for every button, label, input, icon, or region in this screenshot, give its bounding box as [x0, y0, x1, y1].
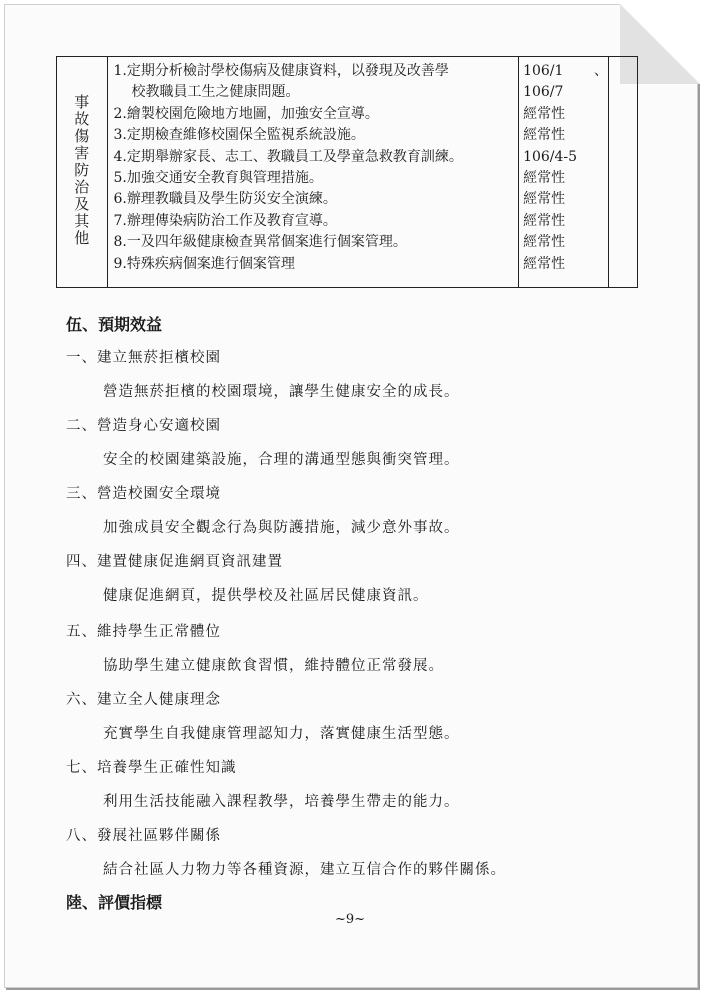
table-item: 1.定期分析檢討學校傷病及健康資料，以發現及改善學	[113, 63, 449, 79]
date-entry: 經常性	[523, 105, 566, 122]
benefit-desc: 協助學生建立健康飲食習慣，維持體位正常發展。	[103, 658, 444, 674]
date-entry: 106/1	[523, 63, 564, 79]
page-number: ~9~	[335, 912, 366, 927]
benefit-desc: 營造無菸拒檳的校園環境，讓學生健康安全的成長。	[103, 384, 460, 400]
date-entry: 106/7	[523, 84, 564, 101]
date-entry: 經常性	[523, 127, 566, 144]
table-item: 校教職員工生之健康問題。	[131, 84, 300, 101]
section-heading-5: 伍、預期效益	[66, 315, 163, 334]
table-item: 9.特殊疾病個案進行個案管理	[113, 255, 295, 272]
items-cell	[107, 57, 519, 288]
date-entry: 經常性	[523, 255, 566, 272]
plan-table	[56, 56, 638, 288]
table-item: 3.定期檢查維修校園保全監視系統設施。	[113, 127, 365, 144]
section-heading-6: 陸、評價指標	[66, 893, 163, 912]
date-entry: 經常性	[523, 234, 566, 251]
table-item: 7.辦理傳染病防治工作及教育宣導。	[113, 212, 337, 229]
benefit-desc: 加強成員安全觀念行為與防護措施，減少意外事故。	[103, 520, 460, 536]
dates-cell	[519, 57, 609, 288]
category-cell	[57, 57, 108, 288]
table-item: 2.繪製校園危險地方地圖，加強安全宣導。	[113, 105, 379, 122]
benefit-title: 七、培養學生正確性知識	[66, 760, 237, 776]
date-entry: 經常性	[523, 191, 566, 208]
benefit-desc: 利用生活技能融入課程教學，培養學生帶走的能力。	[103, 794, 460, 810]
blank-cell	[609, 57, 638, 288]
date-entry: 106/4-5	[523, 148, 578, 165]
table-item: 5.加強交通安全教育與管理措施。	[113, 170, 323, 187]
benefit-title: 一、建立無菸拒檳校園	[66, 350, 221, 366]
benefit-title: 八、發展社區夥伴關係	[66, 828, 221, 844]
benefit-desc: 充實學生自我健康管理認知力，落實健康生活型態。	[103, 726, 460, 742]
benefit-desc: 安全的校園建築設施，合理的溝通型態與衝突管理。	[103, 452, 460, 468]
benefit-desc: 健康促進網頁，提供學校及社區居民健康資訊。	[103, 588, 429, 604]
benefit-title: 六、建立全人健康理念	[66, 692, 221, 708]
table-item: 6.辦理教職員及學生防災安全演練。	[113, 191, 337, 208]
table-item: 4.定期舉辦家長、志工、教職員工及學童急救教育訓練。	[113, 148, 463, 165]
benefit-title: 三、營造校園安全環境	[66, 486, 221, 502]
table-item: 8.一及四年級健康檢查異常個案進行個案管理。	[113, 234, 407, 251]
date-entry: 經常性	[523, 212, 566, 229]
benefit-desc: 結合社區人力物力等各種資源，建立互信合作的夥伴關係。	[103, 862, 506, 878]
benefit-title: 二、營造身心安適校園	[66, 418, 221, 434]
benefit-title: 四、建置健康促進網頁資訊建置	[66, 554, 283, 570]
category-label: 事故傷害防治及其他	[72, 93, 91, 247]
date-separator: 、	[594, 63, 608, 79]
benefit-title: 五、維持學生正常體位	[66, 624, 221, 640]
date-entry: 經常性	[523, 170, 566, 187]
